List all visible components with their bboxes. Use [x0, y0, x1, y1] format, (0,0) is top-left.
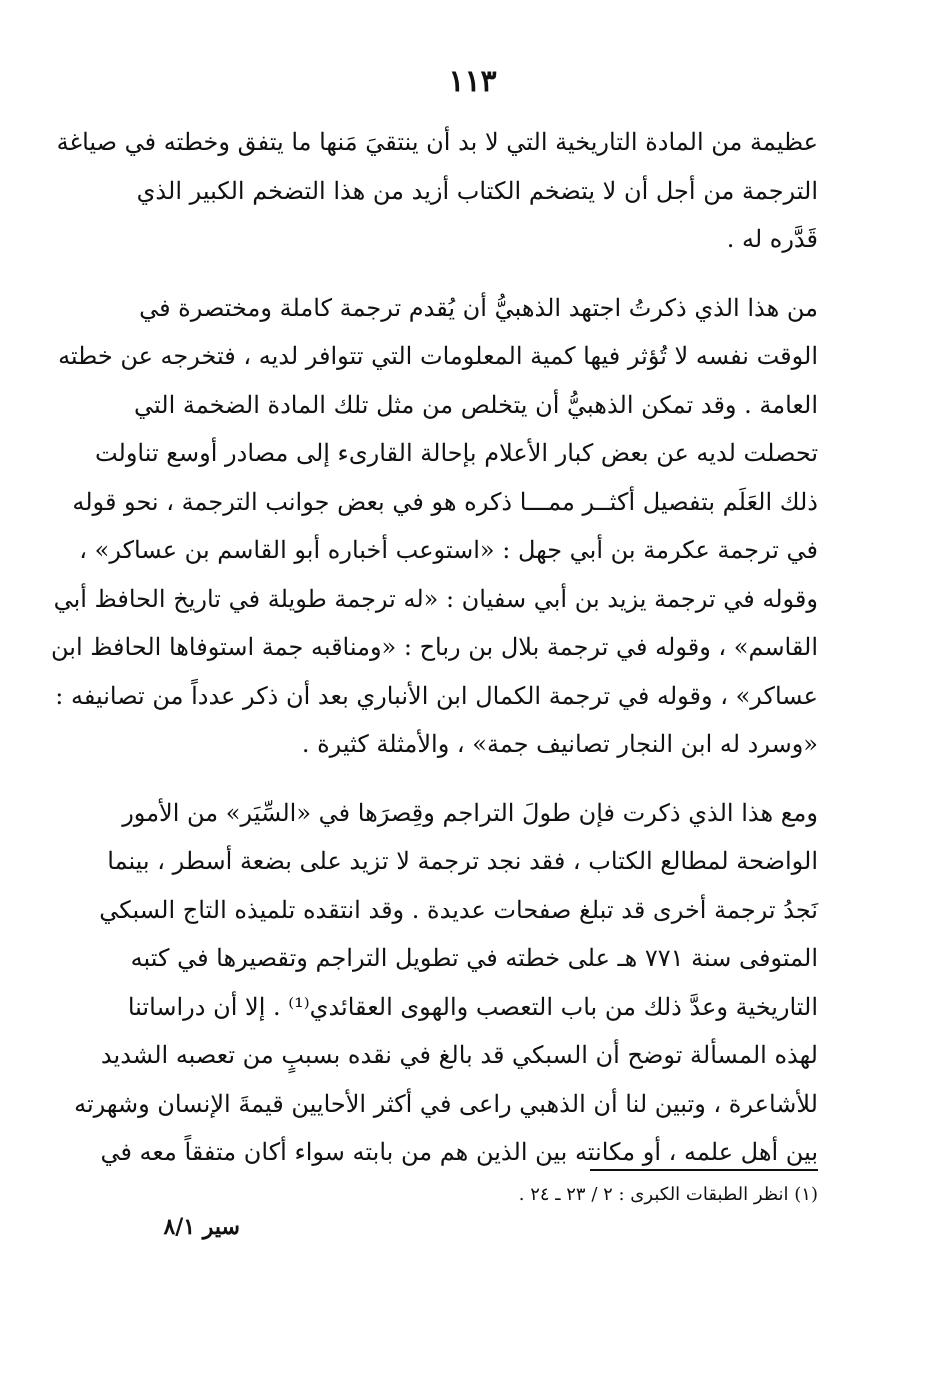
text-line: ذلك العَلَم بتفصيل أكثــر ممـــا ذكره هو في بعض جوانب الترجمة ، نحو قوله — [72, 487, 818, 516]
text-line: الوقت نفسه لا تُؤثر فيها كمية المعلومات التي تتوافر لديه ، فتخرجه عن خطته — [58, 342, 818, 370]
page-number: ١١٣ — [448, 64, 497, 99]
body-text — [51, 118, 818, 1177]
text-line: من هذا الذي ذكرتُ اجتهد الذهبيُّ أن يُقدم ترجمة كاملة ومختصرة في — [139, 293, 818, 322]
text-line: بين أهل علمه ، أو مكانته بين الذين هم من بابته سواء أكان متفقاً معه في — [100, 1138, 818, 1166]
text-line: الترجمة من أجل أن لا يتضخم الكتاب أزيد من هذا التضخم الكبير الذي — [136, 176, 818, 205]
text-line: وقوله في ترجمة يزيد بن أبي سفيان : «له ترجمة طويلة في تاريخ الحافظ أبي — [53, 584, 818, 613]
text-line: في ترجمة عكرمة بن أبي جهل : «استوعب أخباره أبو القاسم بن عساكر» ، — [79, 536, 818, 564]
text-line: الواضحة لمطالع الكتاب ، فقد نجد ترجمة لا تزيد على بضعة أسطر ، بينما — [107, 847, 818, 875]
text-line: تحصلت لديه عن بعض كبار الأعلام بإحالة القارىء إلى مصادر أوسع تناولت — [94, 439, 818, 467]
text-line: نَجدُ ترجمة أخرى قد تبلغ صفحات عديدة . وقد انتقده تلميذه التاج السبكي — [99, 895, 818, 924]
text-line: «وسرد له ابن النجار تصانيف جمة» ، والأمثلة كثيرة . — [301, 730, 818, 758]
text-line: للأشاعرة ، وتبين لنا أن الذهبي راعى في أكثر الأحايين قيمةَ الإنسان وشهرته — [74, 1089, 818, 1118]
signature-mark: سير ٨/١ — [163, 1214, 240, 1240]
text-line: العامة . وقد تمكن الذهبيُّ أن يتخلص من مثل تلك المادة الضخمة التي — [134, 390, 818, 419]
text-line: عساكر» ، وقوله في ترجمة الكمال ابن الأنباري بعد أن ذكر عدداً من تصانيفه : — [55, 681, 818, 710]
footnote: (١) انظر الطبقات الكبرى : ٢ / ٢٣ ـ ٢٤ . — [518, 1184, 818, 1205]
text-line: القاسم» ، وقوله في ترجمة بلال بن رباح : «ومناقبه جمة استوفاها الحافظ ابن — [51, 633, 818, 661]
text-line: عظيمة من المادة التاريخية التي لا بد أن ينتقيَ مَنها ما يتفق وخطته في صياغة — [56, 128, 818, 156]
text-line: قَدَّره له . — [726, 225, 818, 253]
text-line: ومع هذا الذي ذكرت فإن طولَ التراجم وقِصرَها في «السِّيَر» من الأمور — [122, 798, 818, 827]
text-line: المتوفى سنة ٧٧١ هـ على خطته في تطويل التراجم وتقصيرها في كتبه — [130, 944, 818, 972]
footnote-rule — [590, 1169, 818, 1171]
text-line: التاريخية وعدَّ ذلك من باب التعصب والهوى العقائدي⁽¹⁾ . إلا أن دراساتنا — [127, 992, 818, 1021]
text-line: لهذه المسألة توضح أن السبكي قد بالغ في نقده بسببٍ من تعصبه الشديد — [100, 1041, 818, 1069]
